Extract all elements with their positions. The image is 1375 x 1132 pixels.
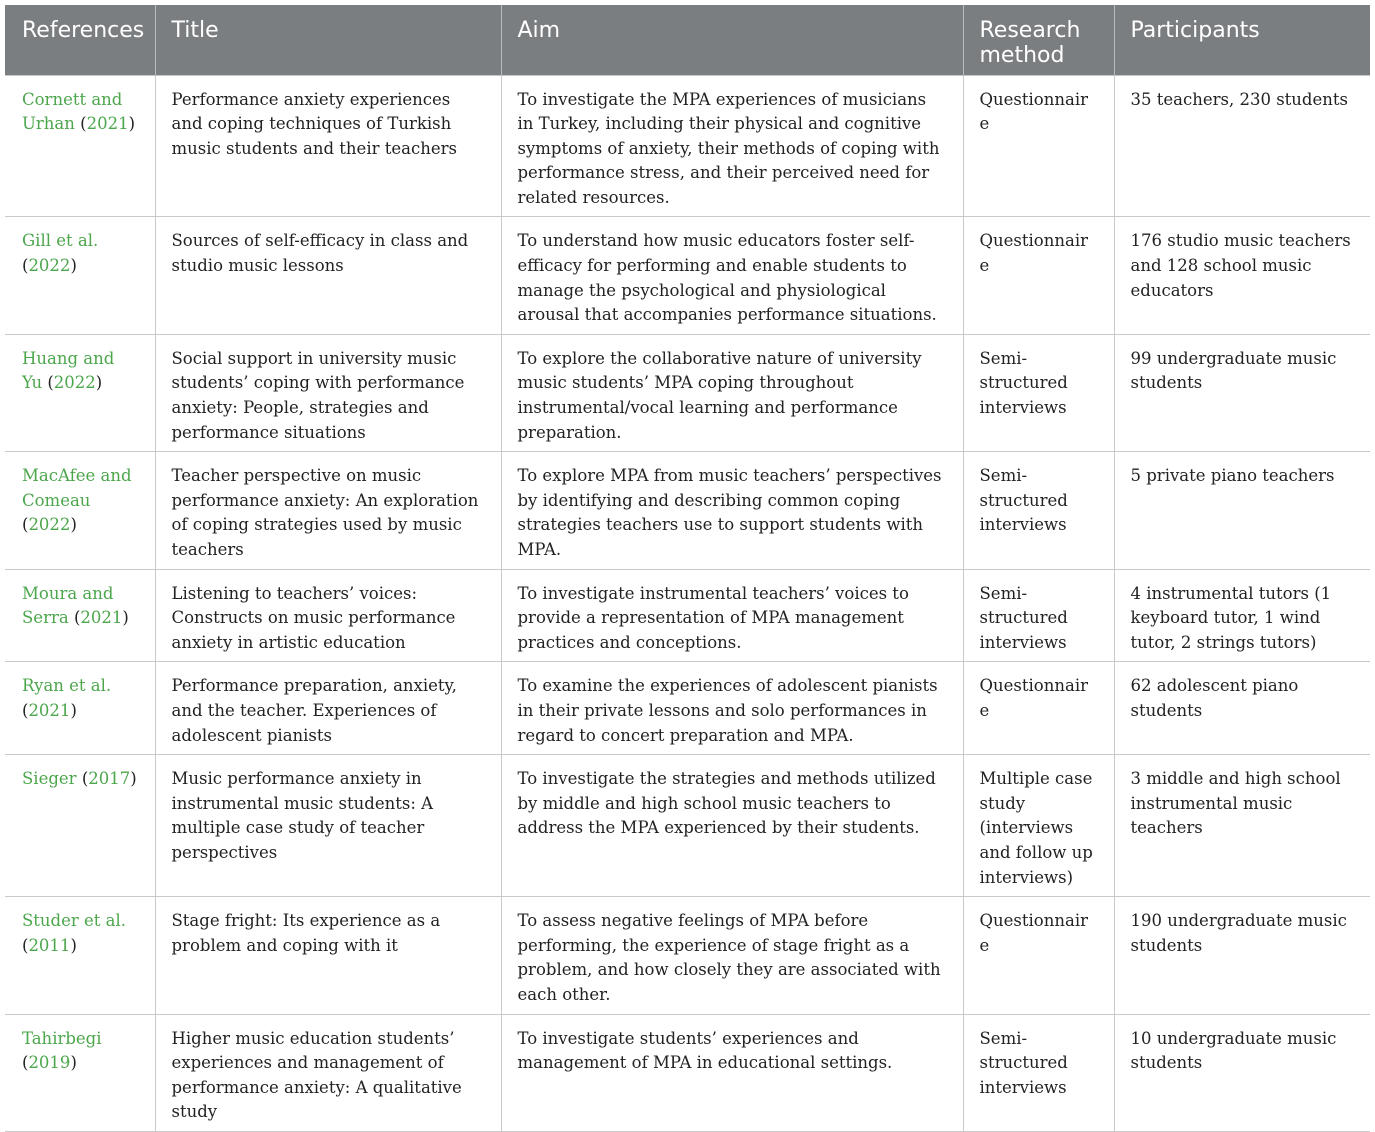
title-cell: Teacher perspective on music performance anxiety: An exploration of coping strategies used by music teachers [155,452,501,569]
paren-open: ( [22,935,29,955]
paren-close: ) [130,769,137,789]
references-table [5,5,1370,1132]
reference-link[interactable]: Gill et al. [22,231,99,251]
reference-year-link[interactable]: 2021 [80,608,123,628]
reference-cell [5,662,155,755]
participants-cell: 35 teachers, 230 students [1114,75,1370,217]
reference-cell [5,334,155,451]
paren-close: ) [95,373,103,393]
reference-link[interactable]: MacAfee and Comeau [22,466,132,510]
table-row [5,334,1370,451]
reference-link[interactable]: Cornett and Urhan [22,89,123,134]
paren-open: ( [22,700,29,720]
participants-cell: 176 studio music teachers and 128 school music educators [1114,217,1370,334]
paren-close: ) [70,700,77,720]
table-row [5,569,1370,662]
aim-cell: To explore the collaborative nature of university music students’ MPA coping throughout instrumental/vocal learning and performance preparation. [501,334,963,451]
table-row [5,1014,1370,1131]
participants-cell: 10 undergraduate music students [1114,1014,1370,1131]
paren-open: ( [47,373,54,393]
reference-year-link[interactable]: 2017 [88,769,131,789]
paren-open: ( [22,256,29,276]
reference-link[interactable]: Studer et al. [22,911,127,931]
reference-cell [5,897,155,1014]
paren-close: ) [70,515,77,535]
reference-cell [5,569,155,662]
title-cell: Music performance anxiety in instrumental music students: A multiple case study of teacher perspectives [155,755,501,897]
header-row [5,5,1370,75]
participants-cell: 3 middle and high school instrumental music teachers [1114,755,1370,897]
aim-cell: To investigate the strategies and methods utilized by middle and high school music teachers to address the MPA experienced by their students. [501,755,963,897]
reference-cell [5,452,155,569]
research-method-cell: Questionnaire [963,217,1114,334]
paren-open: ( [81,769,89,789]
aim-cell: To investigate students’ experiences and management of MPA in educational settings. [501,1014,963,1131]
reference-cell [5,217,155,334]
paren-close: ) [70,256,77,276]
aim-cell: To investigate instrumental teachers’ voices to provide a representation of MPA management practices and conceptions. [501,569,963,662]
paren-close: ) [122,608,129,628]
reference-year-link[interactable]: 2022 [28,256,71,276]
reference-year-link[interactable]: 2021 [28,700,71,720]
reference-link[interactable]: Ryan et al. [22,676,112,696]
paren-open: ( [22,515,29,535]
title-cell: Social support in university music students’ coping with performance anxiety: People, strategies and performance situations [155,334,501,451]
reference-link[interactable]: Moura and Serra [22,583,114,628]
header-title: Title [155,5,501,75]
paren-open: ( [22,1053,29,1073]
reference-year-link[interactable]: 2022 [53,373,96,393]
title-cell: Stage fright: Its experience as a problem and coping with it [155,897,501,1014]
reference-year-link[interactable]: 2021 [86,114,129,134]
aim-cell: To assess negative feelings of MPA before performing, the experience of stage fright as a problem, and how closely they are associated with each other. [501,897,963,1014]
title-cell: Performance anxiety experiences and coping techniques of Turkish music students and their teachers [155,75,501,217]
table-row [5,75,1370,217]
reference-year-link[interactable]: 2022 [28,515,71,535]
table-row [5,217,1370,334]
title-cell: Sources of self-efficacy in class and studio music lessons [155,217,501,334]
header-research-method: Research method [963,5,1114,75]
header-references: References [5,5,155,75]
reference-link[interactable]: Sieger [22,769,77,789]
paren-open: ( [80,114,87,134]
research-method-cell: Questionnaire [963,662,1114,755]
participants-cell: 190 undergraduate music students [1114,897,1370,1014]
research-method-cell: Questionnaire [963,897,1114,1014]
reference-cell [5,755,155,897]
title-cell: Listening to teachers’ voices: Constructs on music performance anxiety in artistic education [155,569,501,662]
paren-close: ) [128,114,136,134]
paren-close: ) [70,1053,77,1073]
table-row [5,662,1370,755]
table-row [5,452,1370,569]
participants-cell: 62 adolescent piano students [1114,662,1370,755]
participants-cell: 99 undergraduate music students [1114,334,1370,451]
paren-close: ) [70,935,77,955]
aim-cell: To understand how music educators foster self-efficacy for performing and enable students to manage the psychological and physiological arousal that accompanies performance situations. [501,217,963,334]
reference-year-link[interactable]: 2011 [28,935,71,955]
research-method-cell: Questionnaire [963,75,1114,217]
research-method-cell: Semi-structured interviews [963,334,1114,451]
title-cell: Performance preparation, anxiety, and the teacher. Experiences of adolescent pianists [155,662,501,755]
research-method-cell: Semi-structured interviews [963,569,1114,662]
reference-link[interactable]: Huang and Yu [22,348,115,393]
reference-cell [5,1014,155,1131]
reference-cell [5,75,155,217]
reference-link[interactable]: Tahirbegi [22,1028,102,1048]
title-cell: Higher music education students’ experiences and management of performance anxiety: A qualitative study [155,1014,501,1131]
research-method-cell: Semi-structured interviews [963,452,1114,569]
header-participants: Participants [1114,5,1370,75]
aim-cell: To investigate the MPA experiences of musicians in Turkey, including their physical and cognitive symptoms of anxiety, their methods of coping with performance stress, and their perceived need for related resources. [501,75,963,217]
research-method-cell: Multiple case study (interviews and follow up interviews) [963,755,1114,897]
participants-cell: 4 instrumental tutors (1 keyboard tutor, 1 wind tutor, 2 strings tutors) [1114,569,1370,662]
table-row [5,755,1370,897]
aim-cell: To explore MPA from music teachers’ perspectives by identifying and describing common coping strategies teachers use to support students with MPA. [501,452,963,569]
reference-year-link[interactable]: 2019 [28,1053,71,1073]
research-method-cell: Semi-structured interviews [963,1014,1114,1131]
table-row [5,897,1370,1014]
participants-cell: 5 private piano teachers [1114,452,1370,569]
aim-cell: To examine the experiences of adolescent pianists in their private lessons and solo performances in regard to concert preparation and MPA. [501,662,963,755]
header-aim: Aim [501,5,963,75]
paren-open: ( [73,608,81,628]
